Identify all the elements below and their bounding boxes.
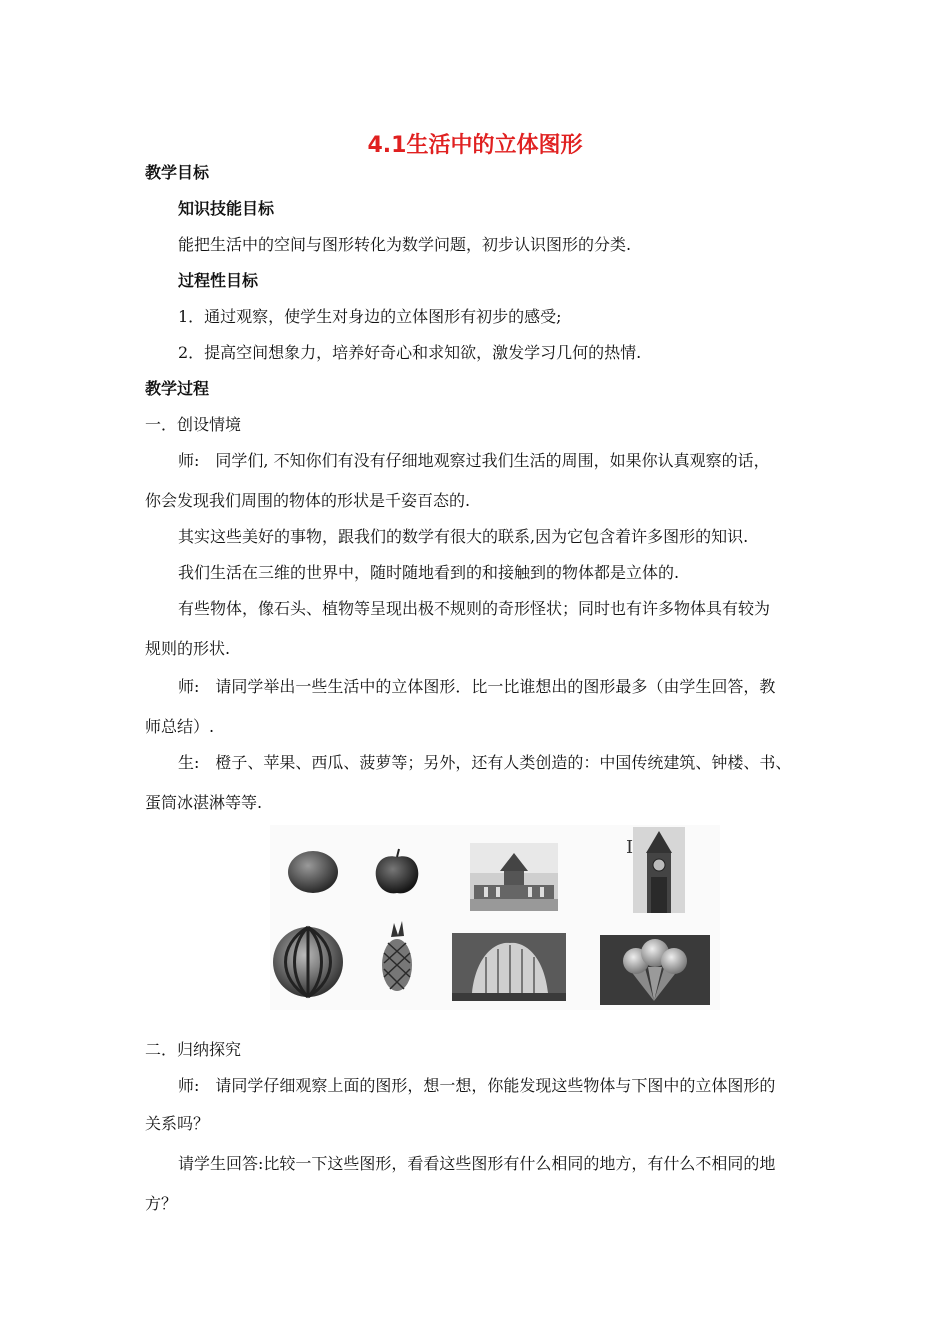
paragraph-1a: 师: 同学们, 不知你们有没有仔细地观察过我们生活的周围，如果你认真观察的话， bbox=[178, 451, 770, 470]
teaching-heading: 教学过程 bbox=[145, 379, 210, 398]
paragraph-6b: 蛋筒冰湛淋等等. bbox=[145, 793, 263, 812]
text-cursor-icon: I bbox=[626, 837, 634, 858]
paragraph-5a: 师: 请同学举出一些生活中的立体图形．比一比谁想出的图形最多（由学生回答，教 bbox=[178, 677, 776, 696]
building-image bbox=[470, 843, 558, 911]
apple-image bbox=[376, 849, 419, 893]
paragraph-5b: 师总结）. bbox=[145, 717, 215, 736]
process-item-1: 1．通过观察，使学生对身边的立体图形有初步的感受; bbox=[178, 307, 562, 326]
paragraph-6a: 生: 橙子、苹果、西瓜、菠萝等；另外，还有人类创造的：中国传统建筑、钟楼、书、 bbox=[178, 753, 792, 772]
pineapple-image bbox=[382, 921, 412, 991]
process-item-2: 2．提高空间想象力，培养好奇心和求知欲，激发学习几何的热情. bbox=[178, 343, 642, 362]
book-image bbox=[452, 933, 566, 1001]
watermelon-image bbox=[273, 927, 343, 997]
part1-heading: 一．创设情境 bbox=[145, 415, 242, 434]
paragraph-7a: 师: 请同学仔细观察上面的图形，想一想，你能发现这些物体与下图中的立体图形的 bbox=[178, 1076, 776, 1095]
clock-tower-image bbox=[633, 827, 685, 913]
paragraph-7b: 关系吗？ bbox=[145, 1114, 210, 1133]
paragraph-4a: 有些物体，像石头、植物等呈现出极不规则的奇形怪状；同时也有许多物体具有较为 bbox=[178, 599, 771, 618]
paragraph-8b: 方？ bbox=[145, 1194, 178, 1213]
orange-image bbox=[288, 851, 338, 893]
solid-objects-figure bbox=[270, 825, 720, 1010]
goals-heading: 教学目标 bbox=[145, 163, 210, 182]
process-heading: 过程性目标 bbox=[178, 271, 259, 290]
part2-heading: 二．归纳探究 bbox=[145, 1040, 242, 1059]
ice-cream-image bbox=[600, 935, 710, 1005]
paragraph-4b: 规则的形状. bbox=[145, 639, 231, 658]
paragraph-3: 我们生活在三维的世界中，随时随地看到的和接触到的物体都是立体的. bbox=[178, 563, 680, 582]
document-title: 4.1生活中的立体图形 bbox=[367, 133, 583, 158]
knowledge-text: 能把生活中的空间与图形转化为数学问题，初步认识图形的分类. bbox=[178, 235, 632, 254]
paragraph-1b: 你会发现我们周围的物体的形状是千姿百态的. bbox=[145, 491, 471, 510]
paragraph-2: 其实这些美好的事物，跟我们的数学有很大的联系,因为它包含着许多图形的知识. bbox=[178, 527, 749, 546]
knowledge-heading: 知识技能目标 bbox=[178, 199, 275, 218]
paragraph-8a: 请学生回答:比较一下这些图形，看看这些图形有什么相同的地方，有什么不相同的地 bbox=[178, 1154, 776, 1173]
